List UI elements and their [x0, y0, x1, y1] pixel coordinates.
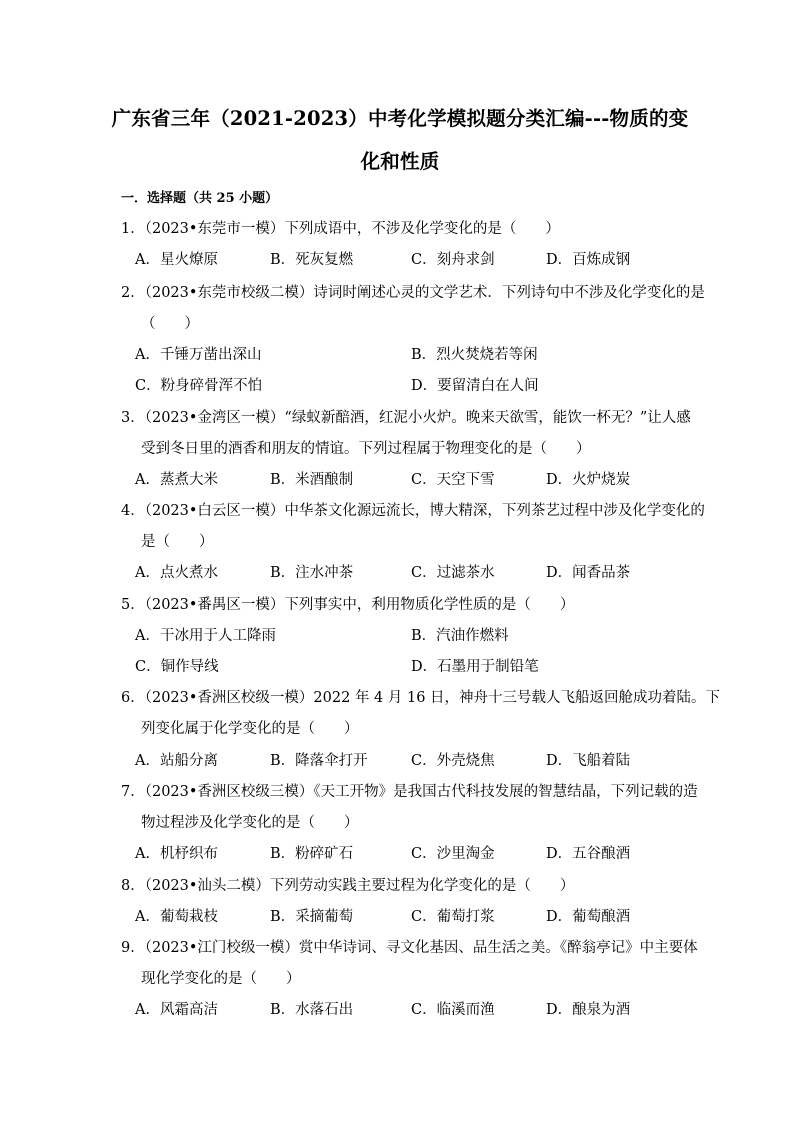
- question-6-option-b: B．降落伞打开: [270, 753, 368, 769]
- question-7-option-d: D．五谷酿酒: [546, 846, 631, 862]
- question-8-option-b: B．采摘葡萄: [270, 909, 354, 925]
- question-2-stem-line-1: 2．（2023•东莞市校级二模）诗词时阐述心灵的文学艺术．下列诗句中不涉及化学变化的是: [121, 285, 705, 301]
- question-5-option-d: D．石墨用于制铅笔: [411, 659, 539, 675]
- question-8-option-d: D．葡萄酿酒: [546, 909, 631, 925]
- question-7-option-b: B．粉碎矿石: [270, 846, 354, 862]
- section-heading: 一．选择题（共 25 小题）: [121, 191, 279, 206]
- question-6-option-a: A．站船分离: [135, 753, 218, 769]
- question-7-stem-line-2: 物过程涉及化学变化的是（ ）: [141, 815, 359, 831]
- question-1-option-b: B．死灰复燃: [270, 252, 354, 268]
- question-2-option-c: C．粉身碎骨浑不怕: [135, 378, 263, 394]
- question-6-stem-line-2: 列变化属于化学变化的是（ ）: [141, 721, 359, 737]
- question-4-option-a: A．点火煮水: [135, 565, 218, 581]
- question-6-stem-line-1: 6．（2023•香洲区校级一模）2022 年 4 月 16 日，神舟十三号载人飞船返回舱成功着陆。下: [121, 690, 721, 706]
- question-9-option-b: B．水落石出: [270, 1002, 354, 1018]
- question-7-stem-line-1: 7．（2023•香洲区校级三模）《天工开物》是我国古代科技发展的智慧结晶，下列记载的造: [121, 784, 698, 800]
- question-3-option-b: B．米酒酿制: [270, 472, 354, 488]
- question-7-option-c: C．沙里淘金: [411, 846, 495, 862]
- question-9-option-a: A．风霜高洁: [135, 1002, 218, 1018]
- question-3-option-a: A．蒸煮大米: [135, 472, 218, 488]
- question-4-option-c: C．过滤茶水: [411, 565, 495, 581]
- question-1-stem: 1．（2023•东莞市一模）下列成语中，不涉及化学变化的是（ ）: [121, 221, 560, 237]
- question-6-option-d: D．飞船着陆: [546, 753, 631, 769]
- question-5-option-c: C．铜作导线: [135, 659, 219, 675]
- question-2-option-a: A．千锤万凿出深山: [135, 347, 262, 363]
- question-3-option-d: D．火炉烧炭: [546, 472, 631, 488]
- question-5-option-a: A．干冰用于人工降雨: [135, 628, 276, 644]
- question-4-stem-line-2: 是（ ）: [141, 534, 214, 550]
- question-2-option-b: B．烈火焚烧若等闲: [411, 347, 538, 363]
- question-7-option-a: A．机杼织布: [135, 846, 218, 862]
- question-9-option-c: C．临溪而渔: [411, 1002, 495, 1018]
- question-1-option-c: C．刻舟求剑: [411, 252, 495, 268]
- question-9-stem-line-1: 9．（2023•江门校级一模）赏中华诗词、寻文化基因、品生活之美。《醉翁亭记》中主要体: [121, 940, 698, 956]
- question-9-option-d: D．酿泉为酒: [546, 1002, 631, 1018]
- question-2-option-d: D．要留清白在人间: [411, 378, 539, 394]
- question-3-stem-line-1: 3．（2023•金湾区一模）“绿蚁新醅酒，红泥小火炉。晚来天欲雪，能饮一杯无？”让人感: [121, 410, 691, 426]
- question-6-option-c: C．外壳烧焦: [411, 753, 495, 769]
- question-2-stem-line-2: （ ）: [141, 316, 199, 332]
- question-1-option-a: A．星火燎原: [135, 252, 218, 268]
- doc-title-line-2: 化和性质: [360, 150, 440, 173]
- question-3-stem-line-2: 受到冬日里的酒香和朋友的情谊。下列过程属于物理变化的是（ ）: [141, 441, 591, 457]
- question-3-option-c: C．天空下雪: [411, 472, 495, 488]
- question-4-option-d: D．闻香品茶: [546, 565, 631, 581]
- question-8-option-a: A．葡萄栽枝: [135, 909, 218, 925]
- question-9-stem-line-2: 现化学变化的是（ ）: [141, 971, 301, 987]
- question-5-stem: 5．（2023•番禺区一模）下列事实中，利用物质化学性质的是（ ）: [121, 597, 575, 613]
- doc-title-line-1: 广东省三年（2021-2023）中考化学模拟题分类汇编---物质的变: [111, 107, 689, 130]
- question-4-option-b: B．注水冲茶: [270, 565, 354, 581]
- question-4-stem-line-1: 4．（2023•白云区一模）中华茶文化源远流长，博大精深，下列茶艺过程中涉及化学变化的: [121, 503, 705, 519]
- question-8-option-c: C．葡萄打浆: [411, 909, 495, 925]
- question-8-stem: 8．（2023•汕头二模）下列劳动实践主要过程为化学变化的是（ ）: [121, 878, 575, 894]
- question-5-option-b: B．汽油作燃料: [411, 628, 509, 644]
- question-1-option-d: D．百炼成钢: [546, 252, 631, 268]
